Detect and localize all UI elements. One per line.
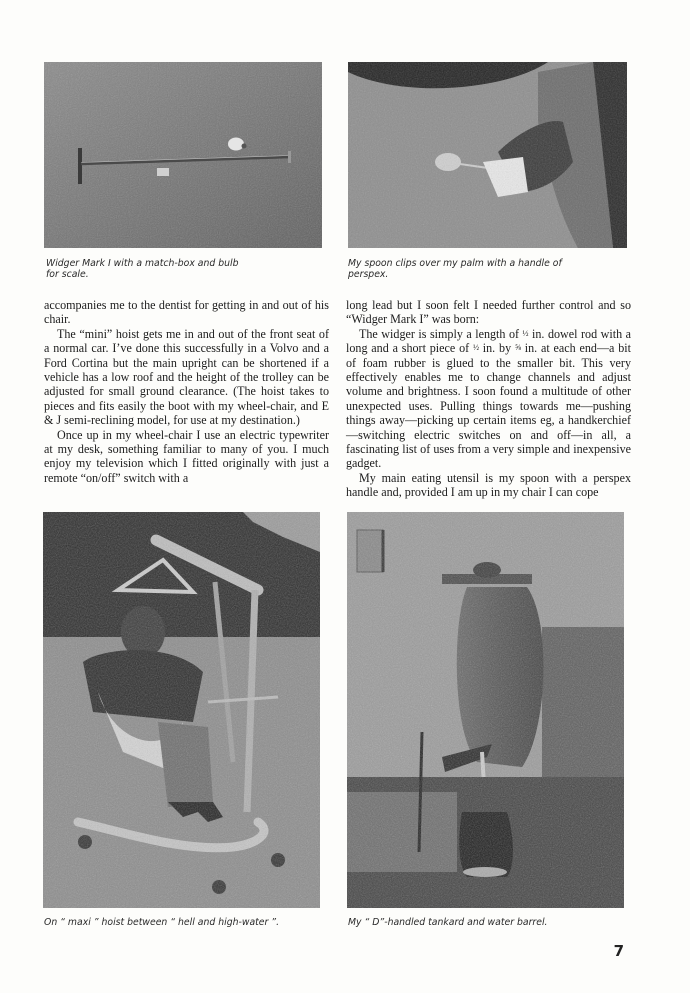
- caption-line: My spoon clips over my palm with a handle of: [348, 258, 562, 269]
- fraction: ½: [472, 343, 479, 353]
- paragraph: Once up in my wheel-chair I use an electric typewriter at my desk, something familiar to many of you. I much enjoy my television which I fitted originally with just a remote “on/off” switch with a: [44, 427, 329, 485]
- text-column-left: [44, 298, 329, 485]
- match-box: [157, 168, 169, 176]
- fraction: ½: [522, 328, 529, 338]
- text-span: The widger is simply a length of: [359, 326, 523, 341]
- caption-line: Widger Mark I with a match-box and bulb: [46, 258, 239, 269]
- paragraph: accompanies me to the dentist for getting in and out of his chair.: [44, 298, 329, 327]
- caption-line: perspex.: [348, 269, 389, 280]
- caption-tankard: [348, 917, 628, 928]
- widger-end-long: [78, 148, 82, 184]
- caption-widger: [46, 258, 296, 280]
- fraction: ⅝: [514, 343, 521, 353]
- text-span: in. by: [478, 341, 515, 356]
- tankard-photo-illustration: [347, 512, 624, 908]
- caption-line: My “ D”-handled tankard and water barrel.: [348, 917, 548, 928]
- paragraph: My main eating utensil is my spoon with a perspex handle and, provided I am up in my chair I can cope: [346, 470, 631, 500]
- photo-widger: [44, 62, 322, 248]
- text-span: in. at each end—a bit of foam rubber is glued to the smaller bit. This very effectively enables me to change channels and adjust volume and brightness. I soon found a multitude of other unexpected uses. Pulling things towards me—pushing things away—picking up certain items eg, a handkerchief—switching electric switches on and off—in all, a fascinating list of uses from a very simple and inexpensive gadget.: [346, 341, 631, 471]
- widger-photo-illustration: [44, 62, 322, 248]
- caption-line: On “ maxi ” hoist between “ hell and high-water ”.: [44, 917, 280, 928]
- text-column-right: [346, 298, 631, 500]
- hoist-photo-illustration: [43, 512, 320, 908]
- page-number: 7: [613, 942, 624, 960]
- text-span: in. dowel rod with a long and a short piece of: [346, 326, 631, 356]
- caption-spoon: [348, 258, 608, 280]
- caption-hoist: [44, 917, 324, 928]
- bulb: [228, 138, 244, 151]
- paragraph: long lead but I soon felt I needed further control and so “Widger Mark I” was born:: [346, 298, 631, 327]
- spoon-photo-illustration: [348, 62, 627, 248]
- photo-hoist: [43, 512, 320, 908]
- paragraph: The “mini” hoist gets me in and out of the front seat of a normal car. I’ve done this successfully in a Volvo and a Ford Cortina but the main upright can be shortened if a vehicle has a low roof and the height of the trolley can be adjusted for small ground clearance. (The hoist takes to pieces and fits easily the boot with my wheel-chair, and E & J semi-reclining model, for use at my destination.): [44, 326, 329, 428]
- caption-line: for scale.: [46, 269, 89, 280]
- photo-spoon: [348, 62, 627, 248]
- paragraph-widger: [346, 327, 631, 471]
- photo-tankard: [347, 512, 624, 908]
